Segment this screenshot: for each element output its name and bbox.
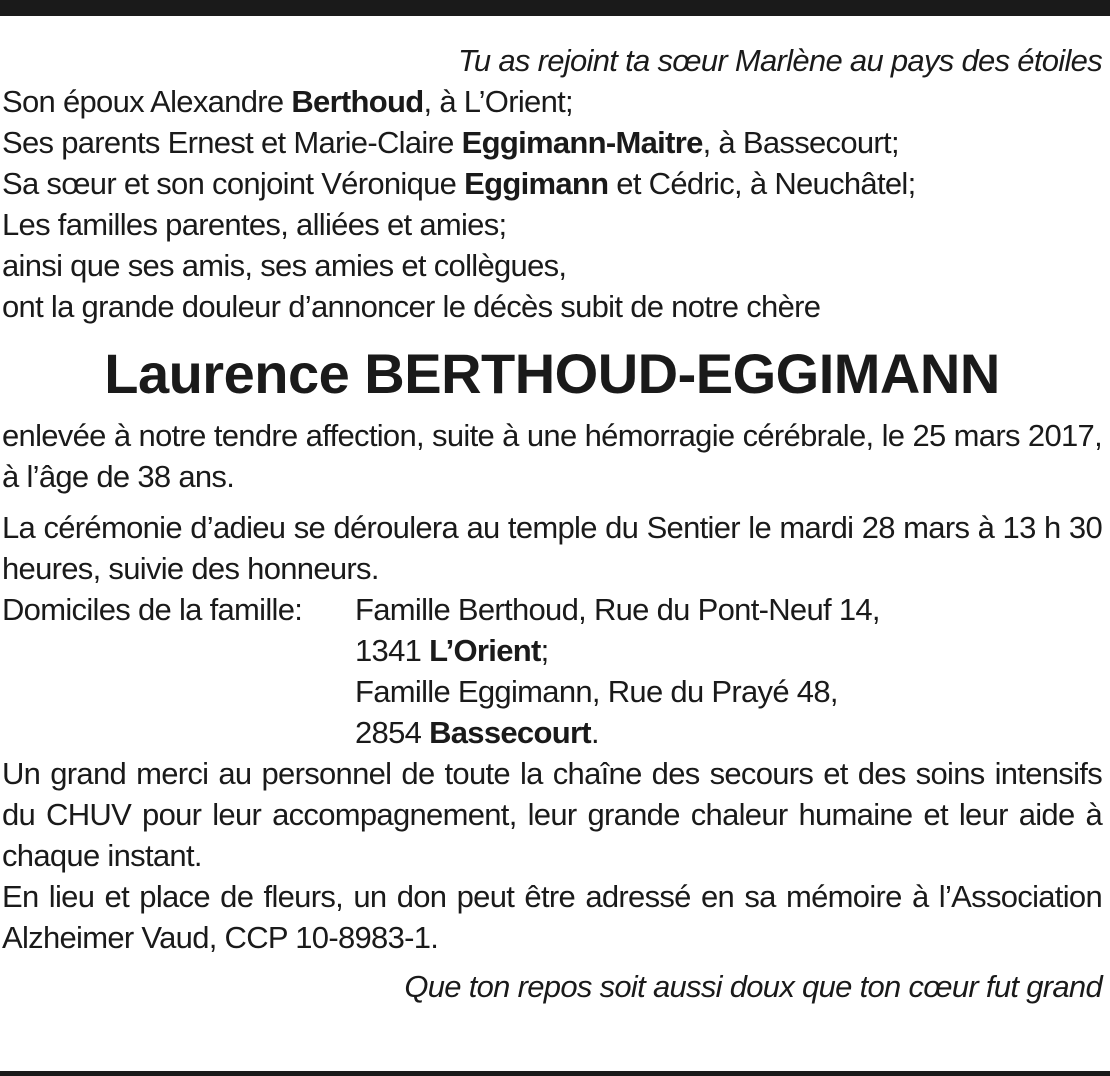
domiciles-label: Domiciles de la famille: bbox=[2, 592, 303, 627]
family-surname: Berthoud bbox=[291, 84, 424, 119]
closing-quote: Que ton repos soit aussi doux que ton cœur fut grand bbox=[404, 969, 1102, 1004]
family-list bbox=[2, 81, 1102, 327]
family-text: Son époux Alexandre bbox=[2, 84, 292, 119]
family-text: Ses parents Ernest et Marie-Claire bbox=[2, 125, 462, 160]
family-line-relatives bbox=[2, 204, 1102, 245]
family-text: Les familles parentes, alliées et amies; bbox=[2, 207, 507, 242]
family-line-friends bbox=[2, 245, 1102, 286]
punctuation: ; bbox=[540, 633, 549, 668]
top-border-bar bbox=[0, 0, 1110, 16]
ceremony-paragraph: La cérémonie d’adieu se déroulera au temple du Sentier le mardi 28 mars à 13 h 30 heures, suivie des honneurs. bbox=[2, 510, 1102, 586]
punctuation: . bbox=[590, 715, 599, 750]
donation-paragraph: En lieu et place de fleurs, un don peut être adressé en sa mémoire à l’Association Alzheimer Vaud, CCP 10-8983-1. bbox=[2, 879, 1102, 955]
family-text: ont la grande douleur d’annoncer le décès subit de notre chère bbox=[2, 289, 821, 324]
postal-code: 2854 bbox=[355, 715, 430, 750]
family-line-announcement bbox=[2, 286, 1102, 327]
family-line-spouse bbox=[2, 81, 1102, 122]
postal-code: 1341 bbox=[355, 633, 430, 668]
domicile-row bbox=[2, 589, 1102, 630]
death-paragraph: enlevée à notre tendre affection, suite à une hémorragie cérébrale, le 25 mars 2017, à l’âge de 38 ans. bbox=[2, 418, 1102, 494]
thanks-paragraph: Un grand merci au personnel de toute la chaîne des secours et des soins intensifs du CHUV pour leur accompagnement, leur grande chaleur humaine et leur aide à chaque instant. bbox=[2, 756, 1102, 873]
family-text: , à L’Orient; bbox=[423, 84, 573, 119]
family-text: , à Bassecourt; bbox=[702, 125, 899, 160]
opening-quote: Tu as rejoint ta sœur Marlène au pays des étoiles bbox=[458, 43, 1102, 78]
family-text: ainsi que ses amis, ses amies et collègues, bbox=[2, 248, 567, 283]
family-surname: Eggimann-Maitre bbox=[461, 125, 703, 160]
deceased-name: Laurence BERTHOUD-EGGIMANN bbox=[104, 342, 1000, 405]
obituary-notice bbox=[2, 40, 1102, 1007]
bottom-border-rule bbox=[0, 1071, 1110, 1076]
domicile-address-line bbox=[2, 712, 1102, 753]
city-name: L’Orient bbox=[429, 633, 541, 668]
domiciles-block bbox=[2, 589, 1102, 753]
domicile-address-line: Famille Berthoud, Rue du Pont-Neuf 14, bbox=[355, 592, 880, 627]
family-line-sister bbox=[2, 163, 1102, 204]
family-text: Sa sœur et son conjoint Véronique bbox=[2, 166, 465, 201]
family-text: et Cédric, à Neuchâtel; bbox=[608, 166, 916, 201]
domicile-address-line bbox=[2, 630, 1102, 671]
family-surname: Eggimann bbox=[464, 166, 609, 201]
domicile-address-line: Famille Eggimann, Rue du Prayé 48, bbox=[355, 674, 838, 709]
family-line-parents bbox=[2, 122, 1102, 163]
city-name: Bassecourt bbox=[429, 715, 591, 750]
